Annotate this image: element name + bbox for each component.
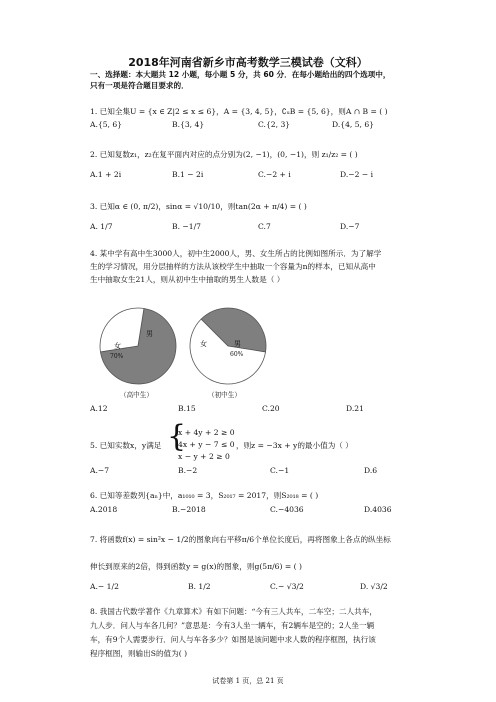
question-5-option-d: D.6: [364, 466, 378, 475]
question-8-line2: 九人步．问人与车各几何？”意思是：今有3人坐一辆车，有2辆车是空的；2人坐一辆: [90, 621, 375, 630]
question-6-option-a: A.2018: [90, 505, 118, 514]
question-5-constraint-2: 4x + y − 7 ≤ 0: [178, 440, 235, 449]
question-5-constraint-3: x − y + 2 ≥ 0: [178, 452, 230, 461]
question-4-line1: 4. 某中学有高中生3000人，初中生2000人，男、女生所占的比例如图所示．为了解学: [90, 249, 382, 258]
question-7-option-c: C.− √3/2: [270, 582, 304, 591]
question-1-option-b: B.{3, 4}: [172, 120, 205, 129]
question-3-option-d: D.−7: [340, 222, 360, 231]
question-4-line2: 生的学习情况，用分层抽样的方法从该校学生中抽取一个容量为n的样本，已知从高中: [90, 262, 376, 271]
pie-junior-caption: （初中生）: [208, 391, 241, 399]
question-4-line3: 生中抽取女生21人，则从初中生中抽取的男生人数是（ ）: [90, 275, 285, 284]
question-8-line1: 8. 我国古代数学著作《九章算术》有如下问题：“今有三人共车，二车空；二人共车，: [90, 607, 377, 616]
question-2-option-b: B.1 − 2i: [172, 170, 204, 179]
question-8-line3: 车，有9个人需要步行．问人与车各多少？如图是该问题中求人数的程序框图，执行该: [90, 635, 376, 644]
question-4-option-c: C.20: [262, 404, 280, 413]
question-5-constraint-1: x + 4y + 2 ≥ 0: [178, 428, 235, 437]
question-5-option-b: B.−2: [178, 466, 198, 475]
pie-chart-junior-school: [178, 300, 278, 400]
pie-junior-male-label: 男: [234, 340, 241, 348]
pie-junior-female-label: 女: [200, 340, 207, 348]
question-2-stem: 2. 已知复数z₁，z₂在复平面内对应的点分别为(2, −1)，(0, −1)，则 z₁/z₂ = ( ): [90, 150, 358, 159]
question-8-line4: 程序框图，则输出S的值为( ): [90, 649, 188, 658]
question-4-option-d: D.21: [346, 404, 364, 413]
question-1-stem: 1. 已知全集U = {x ∈ Z|2 ≤ x ≤ 6}，A = {3, 4, 5}，∁ᵤB = {5, 6}，则A ∩ B = ( ): [90, 107, 388, 116]
question-3-option-a: A. 1/7: [90, 222, 113, 231]
page-title: 2018年河南省新乡市高考数学三模试卷（文科）: [128, 56, 368, 69]
section-heading-line1: 一、选择题：本大题共 12 小题，每小题 5 分，共 60 分．在每小题给出的四个选项中，: [90, 70, 391, 79]
question-5-prefix: 5. 已知实数x，y满足: [90, 441, 162, 450]
question-1-option-d: D.{4, 5, 6}: [332, 120, 375, 129]
question-7-line2: 伸长到原来的2倍，得到函数y = g(x)的图象，则g(5π/6) = ( ): [90, 562, 302, 571]
pie-high-female-pct: 70%: [110, 353, 124, 360]
question-3-stem: 3. 已知α ∈ (0, π/2)，sinα = √10/10，则tan(2α + π/4) = ( ): [90, 202, 307, 211]
question-4-option-a: A.12: [90, 404, 108, 413]
question-2-option-d: D.−2 − i: [340, 170, 374, 179]
question-3-option-c: C.7: [258, 222, 271, 231]
system-brace: {: [167, 419, 187, 454]
question-6-stem: 6. 已知等差数列{aₙ}中，a₁₀₁₀ = 3，S₂₀₁₇ = 2017，则S₂₀₁₈ = ( ): [90, 491, 319, 500]
question-4-option-b: B.15: [178, 404, 196, 413]
question-1-option-c: C.{2, 3}: [258, 120, 291, 129]
question-7-option-d: D. √3/2: [360, 582, 388, 591]
question-7-option-a: A.− 1/2: [90, 582, 119, 591]
question-5-option-c: C.−1: [270, 466, 290, 475]
question-7-option-b: B. 1/2: [188, 582, 211, 591]
question-6-option-c: C.−4036: [270, 505, 304, 514]
question-6-option-d: D.4036: [364, 505, 392, 514]
question-5-option-a: A.−7: [90, 466, 110, 475]
page-footer: 试卷第 1 页，总 21 页: [212, 677, 284, 685]
question-1-option-a: A.{5, 6}: [90, 120, 123, 129]
question-3-option-b: B. −1/7: [172, 222, 201, 231]
question-7-line1: 7. 将函数f(x) = sin²x − 1/2的图象向右平移π/6个单位长度后，再将图象上各点的纵坐标: [90, 535, 391, 544]
question-2-option-a: A.1 + 2i: [90, 170, 122, 179]
question-5-suffix: ，则z = −3x + y的最小值为（ ）: [236, 441, 353, 450]
question-6-option-b: B.−2018: [172, 505, 206, 514]
pie-high-caption: （高中生）: [120, 391, 153, 399]
pie-high-male-label: 男: [146, 330, 153, 338]
pie-slice-high-male: [100, 308, 144, 352]
question-2-option-c: C.−2 + i: [258, 170, 291, 179]
pie-junior-male-pct: 60%: [230, 351, 244, 358]
pie-high-female-label: 女: [114, 342, 121, 350]
section-heading-line2: 只有一项是符合题目要求的．: [90, 81, 189, 90]
pie-chart-high-school: [88, 300, 188, 400]
